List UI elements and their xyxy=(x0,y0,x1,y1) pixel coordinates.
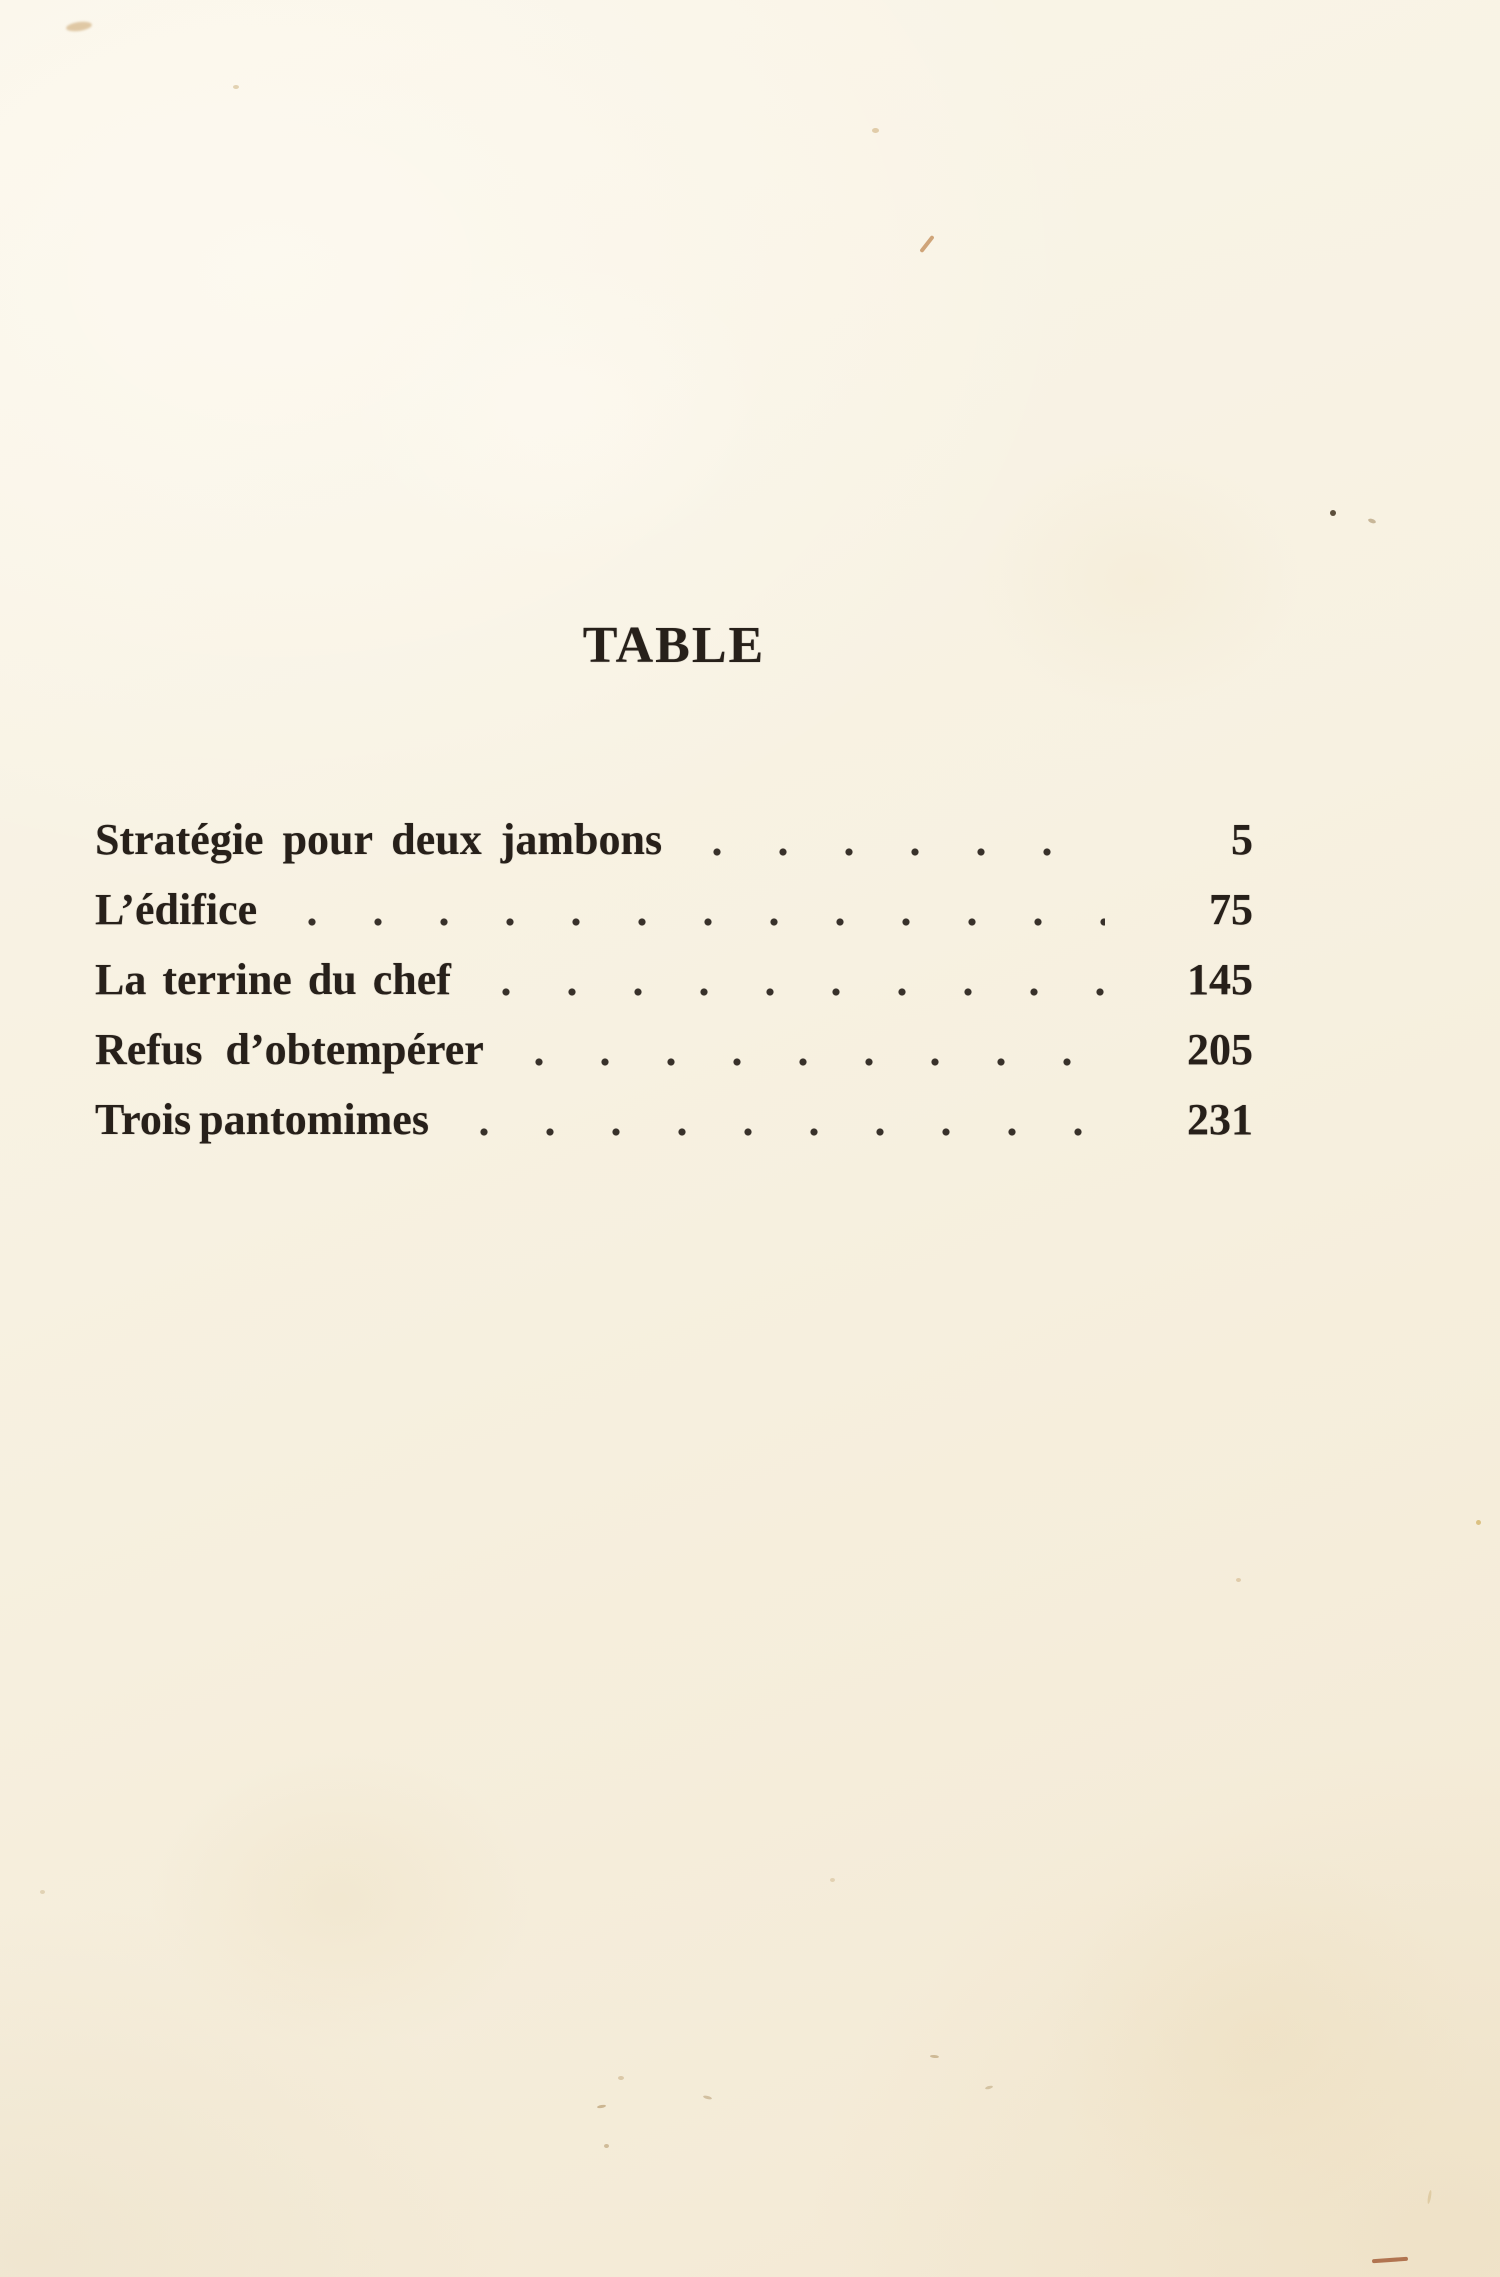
paper-speck xyxy=(618,2076,624,2080)
toc-entry-page-number: 75 xyxy=(1209,885,1253,934)
toc-entry-title: Refus d’obtempérer xyxy=(95,1025,484,1074)
toc-entry-title: Trois pantomimes xyxy=(95,1095,429,1144)
toc-entry-page-number: 145 xyxy=(1187,955,1253,1004)
toc-entry-title: L’édifice xyxy=(95,885,258,934)
toc-entry-page-number: 5 xyxy=(1231,815,1253,864)
toc-entry-page-number: 231 xyxy=(1187,1095,1253,1144)
paper-speck xyxy=(597,2104,606,2109)
paper-fiber xyxy=(1427,2190,1432,2204)
paper-blotch xyxy=(150,1750,530,2050)
dot-leader xyxy=(473,945,1105,1015)
paper-speck xyxy=(1476,1520,1481,1525)
paper-speck xyxy=(1368,518,1377,524)
paper-blotch xyxy=(350,250,770,570)
dot-leader xyxy=(279,875,1105,945)
paper-blotch xyxy=(1050,1850,1470,2230)
toc-entry xyxy=(95,1085,1253,1155)
paper-speck xyxy=(40,1890,45,1894)
paper-speck xyxy=(872,128,879,133)
paper-speck xyxy=(66,20,93,33)
dot-leader xyxy=(684,805,1105,875)
toc-entry-page-number: 205 xyxy=(1187,1025,1253,1074)
toc-entry xyxy=(95,805,1253,875)
paper-speck xyxy=(985,2085,994,2090)
paper-speck xyxy=(604,2144,609,2148)
paper-speck xyxy=(703,2095,712,2100)
paper-scratch xyxy=(1372,2257,1408,2264)
paper-speck xyxy=(1236,1578,1241,1582)
paper-speck xyxy=(233,85,239,89)
table-of-contents xyxy=(95,805,1253,1155)
page-title: TABLE xyxy=(582,617,766,674)
paper-speck xyxy=(919,235,934,253)
toc-entry xyxy=(95,945,1253,1015)
toc-entry-title: La terrine du chef xyxy=(95,955,451,1004)
paper-speck xyxy=(1330,510,1336,516)
dot-leader xyxy=(506,1015,1105,1085)
toc-entry-title: Stratégie pour deux jambons xyxy=(95,815,663,864)
toc-entry xyxy=(95,875,1253,945)
paper-speck xyxy=(830,1878,835,1882)
toc-entry xyxy=(95,1015,1253,1085)
dot-leader xyxy=(451,1085,1105,1155)
paper-speck xyxy=(930,2055,939,2059)
